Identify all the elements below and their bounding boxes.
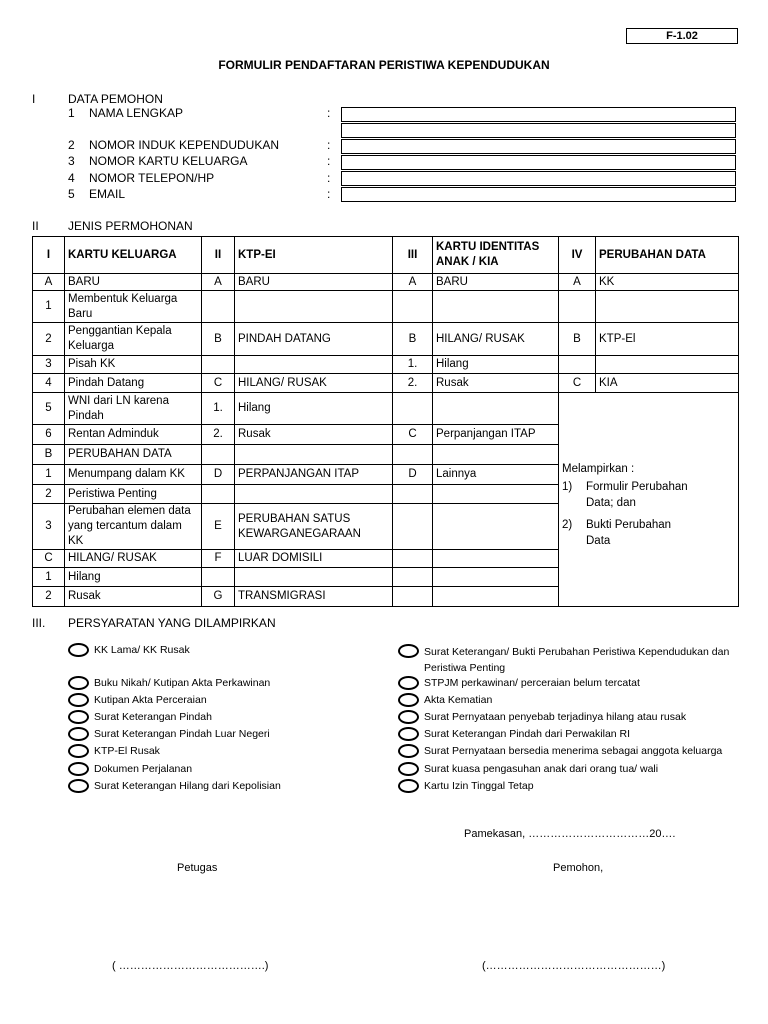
cell: E [202,504,235,550]
cell [393,568,433,587]
cell[interactable]: Rusak [65,587,202,607]
field-colon: : [327,106,331,120]
cell [433,568,559,587]
cell: A [559,274,596,291]
cell [393,550,433,568]
requirement-label: Akta Kematian [424,693,493,706]
cell [235,568,393,587]
applicant-label: Pemohon, [553,862,604,874]
cell[interactable]: KTP-El [596,323,739,356]
nik-input-box[interactable] [341,139,736,154]
cell: D [202,465,235,485]
cell [393,504,433,550]
field-num: 1 [68,106,75,120]
name-input-box-line2[interactable] [341,123,736,138]
table-row [33,356,739,374]
field-colon: : [327,154,331,168]
cell: 1 [33,291,65,323]
cell [202,445,235,465]
cell[interactable]: Rusak [235,425,393,445]
table-row [33,393,739,425]
header-perubahan-data: PERUBAHAN DATA [596,237,739,274]
table-row [33,323,739,356]
requirement-item[interactable] [398,693,492,707]
cell [433,550,559,568]
requirement-item[interactable] [398,676,640,690]
checkbox-oval-icon[interactable] [68,693,89,707]
cell[interactable]: Pindah Datang [65,374,202,393]
checkbox-oval-icon[interactable] [398,727,419,741]
cell[interactable]: Hilang [235,393,393,425]
field-num: 4 [68,171,75,185]
checkbox-oval-icon[interactable] [398,710,419,724]
header-num: II [202,237,235,274]
field-label-nik: NOMOR INDUK KEPENDUDUKAN [89,138,280,152]
section3-title: PERSYARATAN YANG DILAMPIRKAN [68,616,276,630]
kk-input-box[interactable] [341,155,736,170]
field-colon: : [327,171,331,185]
cell [393,445,433,465]
cell [202,568,235,587]
checkbox-oval-icon[interactable] [68,727,89,741]
cell: 1 [33,465,65,485]
requirement-label: Kutipan Akta Perceraian [94,693,207,706]
attachment-num: 1) [562,480,573,493]
cell[interactable]: WNI dari LN karena Pindah [65,393,202,425]
requirement-label: Surat Keterangan Hilang dari Kepolisian [94,779,281,792]
requirement-item[interactable] [398,744,722,758]
checkbox-oval-icon[interactable] [398,676,419,690]
cell [433,291,559,323]
cell: B [202,323,235,356]
requirement-item[interactable] [398,762,658,776]
cell [393,485,433,504]
cell[interactable]: Perpanjangan ITAP [433,425,559,445]
requirement-label: Buku Nikah/ Kutipan Akta Perkawinan [94,676,271,689]
cell[interactable]: Hilang [433,356,559,374]
section1-numeral: I [32,92,36,106]
cell: C [393,425,433,445]
cell[interactable]: BARU [235,274,393,291]
header-kartu-keluarga: KARTU KELUARGA [65,237,202,274]
requirement-item[interactable] [68,710,212,724]
requirement-label: Surat kuasa pengasuhan anak dari orang tua/ wali [424,762,659,775]
checkbox-oval-icon[interactable] [68,779,89,793]
requirement-item[interactable] [398,710,686,724]
cell[interactable]: PINDAH DATANG [235,323,393,356]
cell[interactable]: Lainnya [433,465,559,485]
cell: B [559,323,596,356]
checkbox-oval-icon[interactable] [398,762,419,776]
checkbox-oval-icon[interactable] [68,676,89,690]
cell: F [202,550,235,568]
cell[interactable]: PERUBAHAN SATUS KEWARGANEGARAAN [235,504,393,550]
checkbox-oval-icon[interactable] [398,779,419,793]
cell: A [33,274,65,291]
checkbox-oval-icon[interactable] [398,644,419,658]
form-title: FORMULIR PENDAFTARAN PERISTIWA KEPENDUDUKAN [218,58,550,72]
cell: 4 [33,374,65,393]
cell: 2 [33,485,65,504]
cell [393,291,433,323]
email-input-box[interactable] [341,187,736,202]
cell: B [33,445,65,465]
attachments-title: Melampirkan : [562,462,635,475]
cell [433,587,559,607]
applicant-signature-line[interactable]: (…………………………………………) [482,960,666,972]
field-label-phone: NOMOR TELEPON/HP [89,171,215,185]
field-colon: : [327,138,331,152]
cell [235,291,393,323]
requirement-label: Surat Keterangan/ Bukti Perubahan Peristiwa Kependudukan dan Peristiwa Penting [424,646,730,674]
cell: C [33,550,65,568]
cell: 2 [33,323,65,356]
cell: A [202,274,235,291]
requirement-label: KTP-El Rusak [94,744,160,757]
cell: G [202,587,235,607]
requirement-label: Surat Keterangan Pindah dari Perwakilan RI [424,727,631,740]
requirement-item[interactable] [398,644,734,676]
cell[interactable]: Menumpang dalam KK [65,465,202,485]
requirement-item[interactable] [398,727,630,741]
cell[interactable]: Peristiwa Penting [65,485,202,504]
field-label-kk: NOMOR KARTU KELUARGA [89,154,248,168]
requirement-item[interactable] [68,727,270,741]
cell [202,485,235,504]
cell[interactable]: BARU [433,274,559,291]
requirement-item[interactable] [68,643,190,657]
section2-numeral: II [32,219,39,233]
cell: 1 [33,568,65,587]
cell: 3 [33,504,65,550]
cell [393,393,433,425]
place-date[interactable]: Pamekasan, ……………………………20…. [464,828,676,840]
requirement-label: Surat Keterangan Pindah Luar Negeri [94,727,270,740]
header-kia: KARTU IDENTITAS ANAK / KIA [433,237,559,274]
cell [235,485,393,504]
cell: 5 [33,393,65,425]
field-label-name: NAMA LENGKAP [89,106,184,120]
cell [202,291,235,323]
cell[interactable]: Membentuk Keluarga Baru [65,291,202,323]
cell: 6 [33,425,65,445]
cell: C [559,374,596,393]
phone-input-box[interactable] [341,171,736,186]
attachment-item: Formulir Perubahan Data; dan [586,480,688,509]
attachment-item: Bukti Perubahan Data [586,518,672,547]
checkbox-oval-icon[interactable] [398,744,419,758]
requirement-label: Dokumen Perjalanan [94,762,193,775]
requirement-label: STPJM perkawinan/ perceraian belum tercatat [424,676,640,689]
attachment-num: 2) [562,518,573,531]
cell [596,356,739,374]
cell: 2. [202,425,235,445]
cell[interactable]: KIA [596,374,739,393]
request-type-table [32,236,739,607]
checkbox-oval-icon[interactable] [68,710,89,724]
officer-signature-line[interactable]: ( ………………………………….) [112,960,269,972]
cell[interactable]: Pisah KK [65,356,202,374]
cell[interactable]: PERPANJANGAN ITAP [235,465,393,485]
field-colon: : [327,187,331,201]
checkbox-oval-icon[interactable] [68,762,89,776]
form-code: F-1.02 [626,28,738,44]
cell: 2. [393,374,433,393]
cell[interactable]: HILANG/ RUSAK [65,550,202,568]
field-num: 5 [68,187,75,201]
requirement-item[interactable] [68,744,160,758]
requirement-item[interactable] [398,779,534,793]
header-num: IV [559,237,596,274]
cell [393,587,433,607]
field-num: 3 [68,154,75,168]
cell: B [393,323,433,356]
field-num: 2 [68,138,75,152]
table-row [33,274,739,291]
table-row [33,291,739,323]
header-num: III [393,237,433,274]
header-ktp-el: KTP-EI [235,237,393,274]
requirement-item[interactable] [68,676,270,690]
section3-numeral: III. [32,616,46,630]
cell[interactable]: HILANG/ RUSAK [235,374,393,393]
cell: 1. [202,393,235,425]
cell[interactable]: BARU [65,274,202,291]
requirement-label: Kartu Izin Tinggal Tetap [424,779,534,792]
cell: A [393,274,433,291]
cell [559,291,596,323]
section1-title: DATA PEMOHON [68,92,163,106]
requirement-label: Surat Pernyataan penyebab terjadinya hilang atau rusak [424,710,687,723]
cell [235,356,393,374]
checkbox-oval-icon[interactable] [68,643,89,657]
requirement-item[interactable] [68,762,192,776]
section2-title: JENIS PERMOHONAN [68,219,193,233]
cell [433,504,559,550]
cell [433,445,559,465]
requirement-label: Surat Pernyataan bersedia menerima sebagai anggota keluarga [424,744,723,757]
cell [559,356,596,374]
cell[interactable]: Penggantian Kepala Keluarga [65,323,202,356]
cell[interactable]: Rentan Adminduk [65,425,202,445]
cell [596,291,739,323]
checkbox-oval-icon[interactable] [398,693,419,707]
cell[interactable]: KK [596,274,739,291]
cell [235,445,393,465]
field-label-email: EMAIL [89,187,126,201]
cell: 3 [33,356,65,374]
name-input-box-line1[interactable] [341,107,736,122]
officer-label: Petugas [177,862,218,874]
cell [202,356,235,374]
table-row [33,374,739,393]
cell: 2 [33,587,65,607]
attachments-cell [559,393,739,607]
cell: 1. [393,356,433,374]
requirement-label: Surat Keterangan Pindah [94,710,212,723]
table-header-row [33,237,739,274]
requirement-label: KK Lama/ KK Rusak [94,643,190,656]
cell: D [393,465,433,485]
cell[interactable]: PERUBAHAN DATA [65,445,202,465]
cell [433,393,559,425]
checkbox-oval-icon[interactable] [68,744,89,758]
requirement-item[interactable] [68,693,207,707]
requirement-item[interactable] [68,779,281,793]
cell[interactable]: TRANSMIGRASI [235,587,393,607]
cell[interactable]: HILANG/ RUSAK [433,323,559,356]
cell[interactable]: Perubahan elemen data yang tercantum dalam KK [65,504,202,550]
header-num: I [33,237,65,274]
cell: C [202,374,235,393]
cell[interactable]: Hilang [65,568,202,587]
cell[interactable]: LUAR DOMISILI [235,550,393,568]
cell [433,485,559,504]
cell[interactable]: Rusak [433,374,559,393]
